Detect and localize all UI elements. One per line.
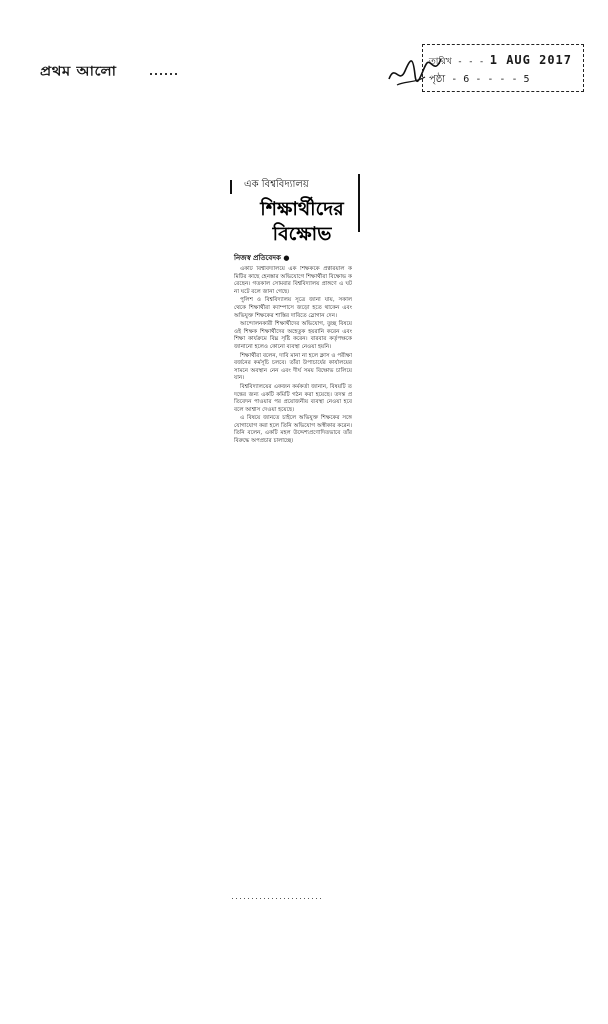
article-kicker: এক বিশ্ববিদ্যালয় bbox=[244, 179, 309, 190]
news-article bbox=[234, 172, 360, 892]
article-paragraph: পুলিশ ও বিশ্ববিদ্যালয় সূত্রে জানা যায়, সকাল থেকে শিক্ষার্থীরা ক্যাম্পাসে জড়ো হতে থাকেন এবং অভিযুক্ত শিক্ষকের শাস্তির দাবিতে স্লোগান দেন। bbox=[234, 297, 352, 319]
stamp-page-row: পৃষ্ঠা - 6 - - - - 5 bbox=[429, 74, 530, 85]
article-paragraph: একটি বিশ্ববিদ্যালয়ে এক শিক্ষককে প্রক্টরিয়াল কমিটির কাছে হেনস্তার অভিযোগে শিক্ষার্থীরা বিক্ষোভ করেছেন। গতকাল সোমবার বিশ্ববিদ্যালয় প্রাঙ্গণে এ ঘটনা ঘটে বলে জানা গেছে। bbox=[234, 266, 352, 295]
stamp-page-prefix: পৃষ্ঠা bbox=[429, 74, 446, 85]
article-end-divider bbox=[232, 898, 322, 899]
article-headline bbox=[248, 197, 356, 247]
article-paragraph: বিশ্ববিদ্যালয়ের একজন কর্মকর্তা জানান, বিষয়টি তদন্তের জন্য একটি কমিটি গঠন করা হয়েছে। তদন্ত প্রতিবেদন পাওয়ার পর প্রয়োজনীয় ব্যবস্থা নেওয়া হবে বলে আশ্বাস দেওয়া হয়েছে। bbox=[234, 383, 352, 413]
newspaper-masthead: প্রথম আলো bbox=[40, 63, 117, 80]
masthead-divider bbox=[150, 73, 180, 75]
stamp-date-row: তারিখ - - - 1 AUG 2017 bbox=[429, 53, 572, 67]
date-stamp bbox=[422, 44, 584, 92]
article-paragraph: শিক্ষার্থীরা বলেন, দাবি মানা না হলে ক্লাস ও পরীক্ষা বর্জনের কর্মসূচি চলবে। তাঁরা উপাচার্যের কার্যালয়ের সামনে অবস্থান নেন এবং দীর্ঘ সময় বিক্ষোভ চালিয়ে যান। bbox=[234, 352, 352, 382]
kicker-rule-left bbox=[230, 180, 232, 194]
article-body bbox=[234, 266, 352, 934]
article-byline: নিজস্ব প্রতিবেদক ● bbox=[234, 254, 290, 262]
stamp-date-prefix: তারিখ bbox=[429, 57, 452, 67]
headline-line-1: শিক্ষার্থীদের bbox=[260, 198, 344, 220]
stamp-date: 1 AUG 2017 bbox=[489, 53, 572, 67]
article-paragraph: আন্দোলনকারী শিক্ষার্থীদের অভিযোগ, তুচ্ছ বিষয়ে ওই শিক্ষক শিক্ষার্থীদের অহেতুক হয়রানি করেন এবং শিক্ষা কার্যক্রমে বিঘ্ন সৃষ্টি করেন। বারবার কর্তৃপক্ষকে জানানো হলেও কোনো ব্যবস্থা নেওয়া হয়নি। bbox=[234, 321, 352, 350]
headline-rule-right bbox=[358, 174, 360, 232]
stamp-page: 6 bbox=[463, 74, 470, 85]
stamp-column: 5 bbox=[523, 74, 530, 85]
article-paragraph: এ বিষয়ে জানতে চাইলে অভিযুক্ত শিক্ষকের সঙ্গে যোগাযোগ করা হলে তিনি অভিযোগ অস্বীকার করেন। তিনি বলেন, একটি মহল উদ্দেশ্যপ্রণোদিতভাবে তাঁর বিরুদ্ধে অপপ্রচার চালাচ্ছে। bbox=[234, 415, 352, 445]
headline-line-2: বিক্ষোভ bbox=[272, 223, 332, 245]
